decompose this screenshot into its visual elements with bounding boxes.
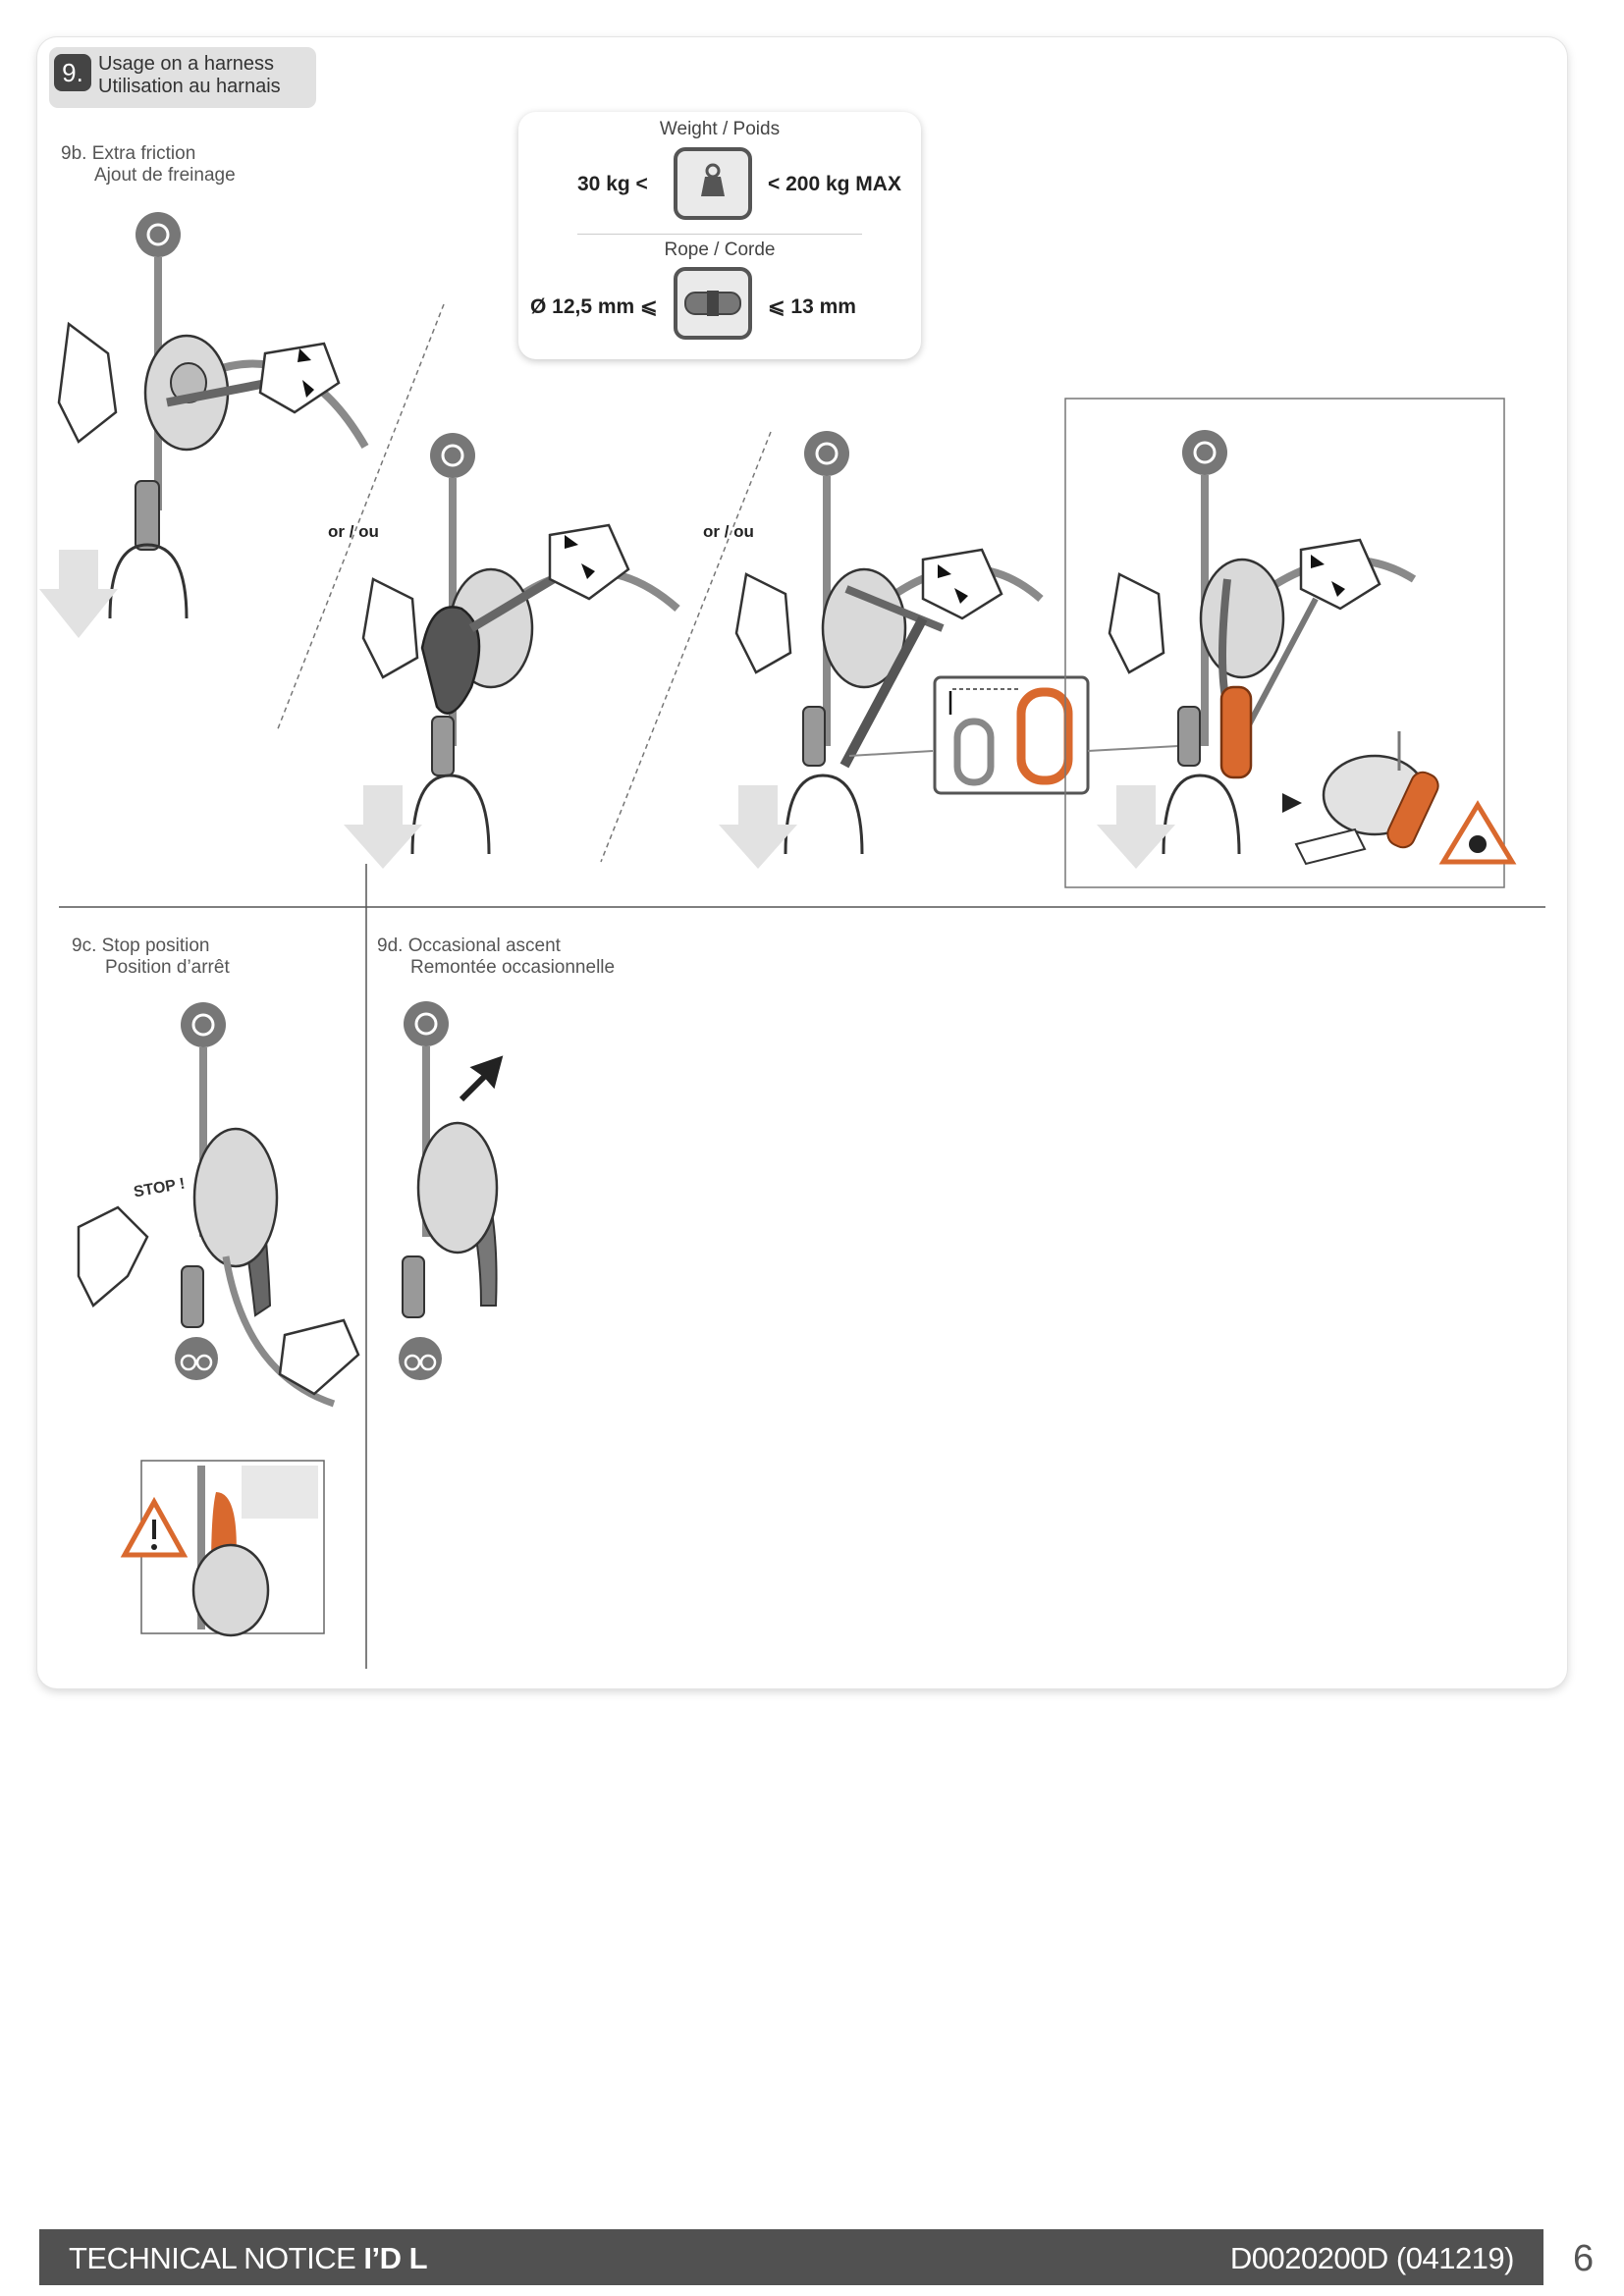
- illustration-9b-friction-2: [344, 433, 677, 869]
- play-arrow-icon: [1282, 793, 1302, 813]
- harness-icon: [175, 1337, 218, 1380]
- stop-label: STOP !: [132, 1175, 187, 1201]
- page-number: 6: [1573, 2238, 1595, 2279]
- rope-icon: [674, 267, 752, 340]
- danger-warning-icon: [1443, 805, 1512, 862]
- subsection-9d-en: 9d. Occasional ascent: [377, 935, 561, 956]
- ascent-arrow-icon: [461, 1060, 499, 1099]
- anchor-icon: [404, 1001, 449, 1046]
- illustration-9c-stop: [79, 1002, 358, 1635]
- load-arrow-icon: [39, 550, 118, 638]
- carabiner-orange: [1221, 687, 1251, 777]
- hand-right: [923, 550, 1001, 618]
- subsection-9c-fr: Position d’arrêt: [105, 957, 230, 978]
- spec-divider: [577, 234, 862, 235]
- subsection-9d-fr: Remontée occasionnelle: [410, 957, 616, 978]
- illustration-9d-ascent: [399, 1001, 499, 1380]
- weight-icon: [674, 147, 752, 220]
- belay-device: [418, 1123, 497, 1253]
- weight-title: Weight / Poids: [659, 119, 781, 139]
- anchor-icon: [135, 212, 181, 257]
- subsection-9b-fr: Ajout de freinage: [94, 165, 236, 186]
- footer-notice: TECHNICAL NOTICE: [69, 2241, 356, 2275]
- load-arrow-icon: [344, 785, 422, 869]
- rope-title: Rope / Corde: [664, 240, 776, 260]
- open-hand-left: [79, 1207, 147, 1306]
- footer-product: I’D L: [363, 2241, 428, 2275]
- hand-right: [550, 525, 628, 599]
- spec-box: [518, 112, 921, 359]
- load-arrow-icon: [1097, 785, 1175, 869]
- rope-min: Ø 12,5 mm ⩽: [530, 295, 658, 318]
- anchor-icon: [1182, 430, 1227, 475]
- belay-device: [1201, 560, 1283, 677]
- illustration-9b-friction-3: [719, 431, 1178, 869]
- harness-ring: [110, 545, 187, 618]
- footer-bar: [39, 2229, 1543, 2285]
- weight-min: 30 kg <: [577, 173, 648, 195]
- or-label-1: or / ou: [328, 522, 379, 541]
- load-arrow-icon: [719, 785, 797, 869]
- illustration-9b-friction-1: [39, 212, 365, 638]
- section-title-en: Usage on a harness: [98, 53, 275, 75]
- hand-left: [1110, 574, 1164, 672]
- or-label-2: or / ou: [703, 522, 754, 541]
- anchor-icon: [430, 433, 475, 478]
- section-number: 9.: [54, 54, 91, 91]
- subsection-9b-en: 9b. Extra friction: [61, 143, 196, 164]
- anchor-icon: [804, 431, 849, 476]
- carabiner: [135, 481, 159, 550]
- hand-left: [736, 574, 790, 672]
- carabiner: [422, 607, 479, 713]
- weight-max: < 200 kg MAX: [768, 173, 901, 195]
- footer-reference: D0020200D (041219): [1229, 2241, 1514, 2275]
- hand-left: [363, 579, 417, 677]
- section-title-fr: Utilisation au harnais: [98, 76, 281, 97]
- hand-left: [59, 324, 116, 442]
- belay-device: [194, 1129, 277, 1266]
- subsection-9c-en: 9c. Stop position: [72, 935, 210, 956]
- anchor-icon: [181, 1002, 226, 1047]
- harness-icon: [399, 1337, 442, 1380]
- rope-max: ⩽ 13 mm: [768, 295, 856, 318]
- footer-title: [69, 2241, 427, 2276]
- illustration-9b-friction-4: [1065, 399, 1512, 887]
